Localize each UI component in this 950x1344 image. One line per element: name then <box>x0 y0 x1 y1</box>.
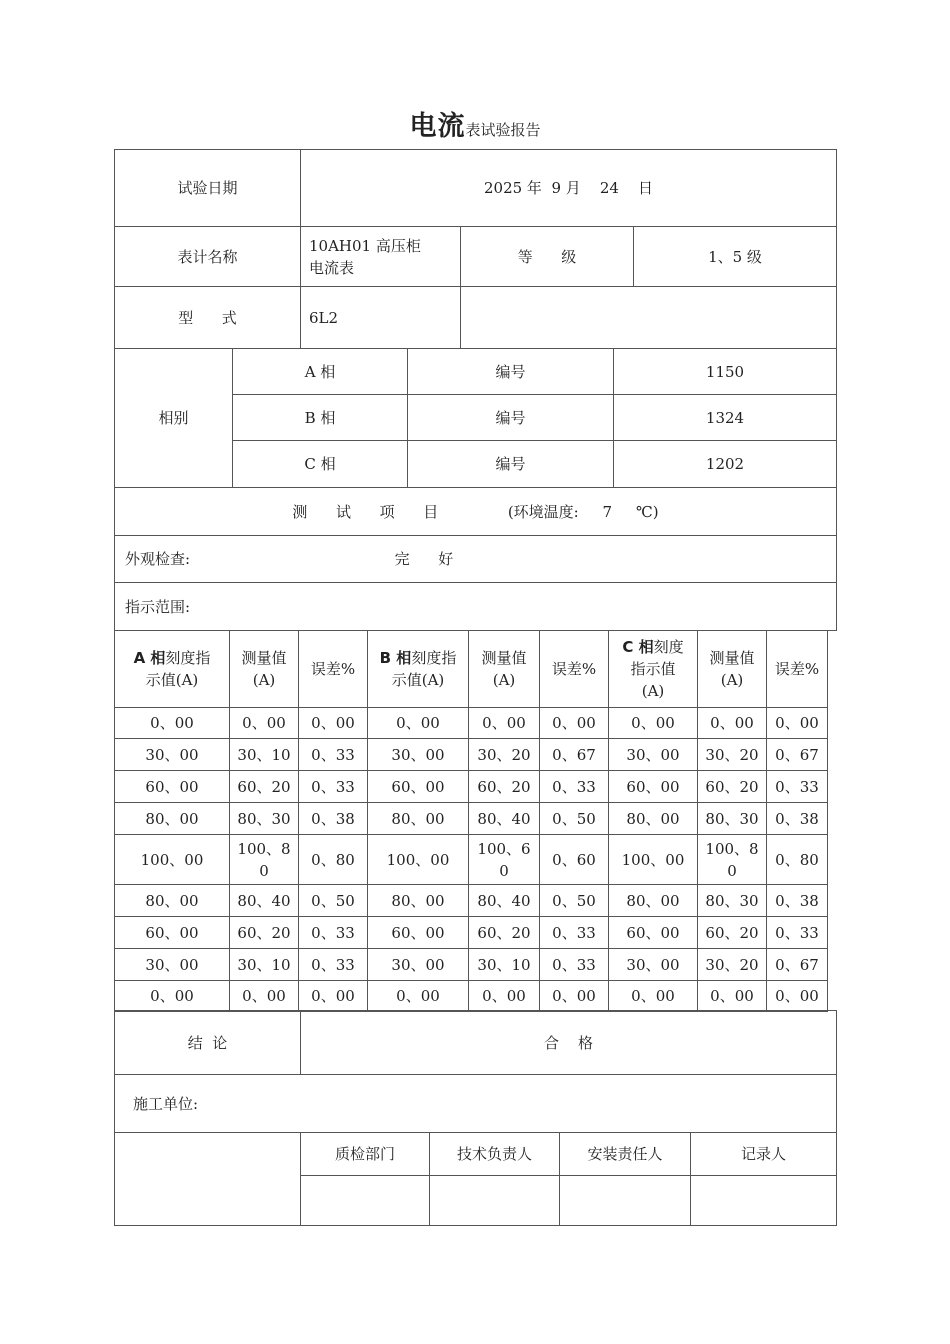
measurement-cell: 60、20 <box>698 917 767 949</box>
date-label: 试验日期 <box>115 150 301 227</box>
measurement-cell: 0、00 <box>767 981 828 1012</box>
measurement-cell: 0、00 <box>698 708 767 739</box>
phase-label: 相别 <box>115 349 233 488</box>
measurement-cell: 0、00 <box>299 981 368 1012</box>
phase-a: A 相 <box>233 349 408 395</box>
measurement-cell: 0、33 <box>540 949 609 981</box>
phase-c: C 相 <box>233 441 408 488</box>
signature-blank <box>115 1133 301 1226</box>
range-label: 指示范围: <box>115 583 837 631</box>
conclusion-value: 合 格 <box>301 1011 837 1075</box>
measurement-row <box>115 981 828 1012</box>
title-main: 电流 <box>409 111 466 142</box>
measurement-row <box>115 803 828 835</box>
measurement-row <box>115 739 828 771</box>
number-c: 1202 <box>614 441 837 488</box>
measurement-cell: 100、80 <box>698 835 767 885</box>
measurement-header <box>115 631 828 708</box>
measurement-row <box>115 917 828 949</box>
measurement-row <box>115 885 828 917</box>
measurement-cell: 30、10 <box>469 949 540 981</box>
measurement-cell: 0、00 <box>609 708 698 739</box>
measurement-cell: 60、20 <box>469 771 540 803</box>
sig-technical: 技术负责人 <box>430 1133 560 1176</box>
measurement-cell: 30、10 <box>230 739 299 771</box>
conclusion-table <box>114 1010 837 1226</box>
number-label-c: 编号 <box>408 441 614 488</box>
measurement-cell: 0、67 <box>540 739 609 771</box>
measurement-cell: 80、00 <box>115 885 230 917</box>
measurement-row <box>115 949 828 981</box>
appearance-label: 外观检查: <box>125 550 191 568</box>
measurement-cell: 0、00 <box>299 708 368 739</box>
measurement-cell: 0、33 <box>299 949 368 981</box>
measurement-cell: 0、00 <box>540 981 609 1012</box>
measurement-cell: 60、00 <box>368 917 469 949</box>
measurement-cell: 0、33 <box>299 917 368 949</box>
measurement-cell: 0、00 <box>767 708 828 739</box>
meter-name-label: 表计名称 <box>115 227 301 287</box>
measurement-cell: 0、60 <box>540 835 609 885</box>
measurement-cell: 0、50 <box>540 803 609 835</box>
measurement-row <box>115 771 828 803</box>
measurement-cell: 0、33 <box>299 739 368 771</box>
measurement-cell: 0、00 <box>115 981 230 1012</box>
measurement-cell: 30、00 <box>115 739 230 771</box>
measurement-cell: 0、67 <box>767 949 828 981</box>
measurement-cell: 0、33 <box>299 771 368 803</box>
measurement-cell: 0、80 <box>767 835 828 885</box>
measurement-row <box>115 835 828 885</box>
measurement-cell: 30、10 <box>230 949 299 981</box>
measurement-cell: 80、00 <box>115 803 230 835</box>
measurement-cell: 60、00 <box>609 771 698 803</box>
measurement-cell: 80、00 <box>368 885 469 917</box>
measurement-cell: 80、30 <box>698 803 767 835</box>
measurement-cell: 80、40 <box>469 885 540 917</box>
test-items-row <box>115 488 837 536</box>
header-c-scale: C 相刻度指示值(A) <box>609 631 698 708</box>
measurement-cell: 80、00 <box>368 803 469 835</box>
sig-installation: 安装责任人 <box>560 1133 691 1176</box>
measurement-cell: 0、00 <box>115 708 230 739</box>
report-title <box>0 104 950 143</box>
measurement-cell: 0、33 <box>540 771 609 803</box>
construction-label: 施工单位: <box>115 1075 837 1133</box>
sig-quality-field[interactable] <box>301 1176 430 1226</box>
measurement-cell: 30、20 <box>469 739 540 771</box>
header-c-measured: 测量值(A) <box>698 631 767 708</box>
header-b-scale: B 相刻度指示值(A) <box>368 631 469 708</box>
measurement-cell: 100、00 <box>115 835 230 885</box>
header-c-error: 误差% <box>767 631 828 708</box>
measurement-cell: 0、33 <box>540 917 609 949</box>
measurement-cell: 0、80 <box>299 835 368 885</box>
measurement-cell: 0、00 <box>230 708 299 739</box>
header-a-measured: 测量值(A) <box>230 631 299 708</box>
environment-temperature: (环境温度: 7 ℃) <box>507 502 659 521</box>
measurement-cell: 0、00 <box>469 981 540 1012</box>
appearance-value: 完 好 <box>394 550 454 568</box>
measurement-cell: 30、00 <box>609 739 698 771</box>
measurement-cell: 100、00 <box>368 835 469 885</box>
measurement-cell: 60、00 <box>368 771 469 803</box>
measurement-cell: 100、60 <box>469 835 540 885</box>
number-a: 1150 <box>614 349 837 395</box>
measurement-cell: 0、00 <box>368 981 469 1012</box>
measurement-cell: 30、20 <box>698 949 767 981</box>
measurement-cell: 0、00 <box>469 708 540 739</box>
measurement-cell: 80、30 <box>230 803 299 835</box>
measurement-cell: 0、38 <box>299 803 368 835</box>
date-value: 2025 年 9 月 24 日 <box>301 150 837 227</box>
sig-technical-field[interactable] <box>430 1176 560 1226</box>
header-a-scale: A 相刻度指示值(A) <box>115 631 230 708</box>
measurement-cell: 60、00 <box>115 771 230 803</box>
info-table <box>114 149 837 349</box>
measurement-cell: 100、00 <box>609 835 698 885</box>
sig-recorder: 记录人 <box>691 1133 837 1176</box>
measurement-cell: 0、38 <box>767 803 828 835</box>
measurement-cell: 0、33 <box>767 771 828 803</box>
measurement-cell: 60、20 <box>230 771 299 803</box>
measurement-cell: 30、00 <box>115 949 230 981</box>
conclusion-label: 结 论 <box>115 1011 301 1075</box>
measurement-table <box>114 630 828 1012</box>
measurement-cell: 0、00 <box>698 981 767 1012</box>
header-a-error: 误差% <box>299 631 368 708</box>
measurement-cell: 60、20 <box>698 771 767 803</box>
type-label: 型 式 <box>115 287 301 349</box>
meter-name-value: 10AH01 高压柜电流表 <box>301 227 461 287</box>
grade-label: 等 级 <box>461 227 634 287</box>
measurement-cell: 0、50 <box>540 885 609 917</box>
sig-quality: 质检部门 <box>301 1133 430 1176</box>
number-label-b: 编号 <box>408 395 614 441</box>
header-b-error: 误差% <box>540 631 609 708</box>
type-empty <box>461 287 837 349</box>
measurement-cell: 60、20 <box>469 917 540 949</box>
title-sub: 表试验报告 <box>465 121 541 139</box>
measurement-cell: 60、00 <box>115 917 230 949</box>
measurement-cell: 0、67 <box>767 739 828 771</box>
type-value: 6L2 <box>301 287 461 349</box>
measurement-cell: 80、00 <box>609 803 698 835</box>
number-b: 1324 <box>614 395 837 441</box>
measurement-cell: 0、50 <box>299 885 368 917</box>
measurement-cell: 30、00 <box>368 949 469 981</box>
measurement-cell: 0、38 <box>767 885 828 917</box>
phase-table <box>114 348 837 631</box>
measurement-cell: 100、80 <box>230 835 299 885</box>
measurement-cell: 0、00 <box>230 981 299 1012</box>
measurement-cell: 30、20 <box>698 739 767 771</box>
measurement-cell: 80、40 <box>230 885 299 917</box>
measurement-cell: 60、20 <box>230 917 299 949</box>
measurement-cell: 80、00 <box>609 885 698 917</box>
measurement-cell: 30、00 <box>609 949 698 981</box>
number-label-a: 编号 <box>408 349 614 395</box>
measurement-cell: 0、00 <box>609 981 698 1012</box>
grade-value: 1、5 级 <box>634 227 837 287</box>
measurement-cell: 0、00 <box>368 708 469 739</box>
sig-installation-field[interactable] <box>560 1176 691 1226</box>
measurement-cell: 0、00 <box>540 708 609 739</box>
measurement-cell: 60、00 <box>609 917 698 949</box>
header-b-measured: 测量值(A) <box>469 631 540 708</box>
test-items-label: 测 试 项 目 <box>292 502 439 521</box>
measurement-cell: 80、40 <box>469 803 540 835</box>
sig-recorder-field[interactable] <box>691 1176 837 1226</box>
phase-b: B 相 <box>233 395 408 441</box>
measurement-cell: 80、30 <box>698 885 767 917</box>
measurement-row <box>115 708 828 739</box>
measurement-cell: 0、33 <box>767 917 828 949</box>
appearance-row <box>115 536 837 583</box>
measurement-cell: 30、00 <box>368 739 469 771</box>
